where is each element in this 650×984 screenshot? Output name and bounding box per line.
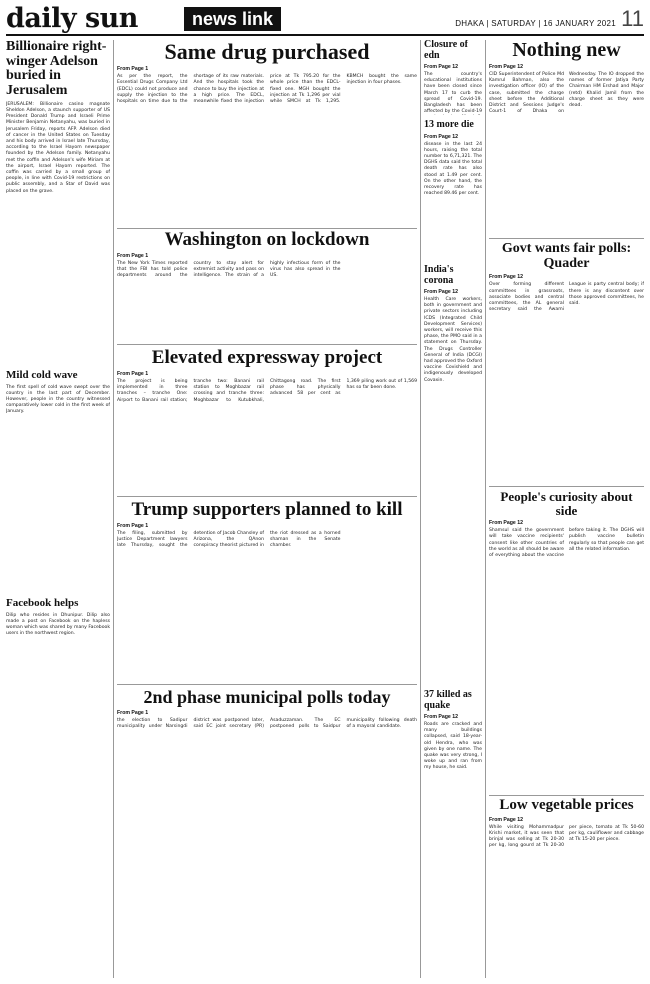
continued-from: From Page 1 <box>117 252 149 259</box>
headline: People's curiosity about side <box>500 490 633 518</box>
article-body: Dilip who resides in Dhunipur. Dilip also made a post on Facebook on the hapless woman which was shared by many Facebook users in the northwest region. <box>6 612 110 637</box>
continued-from: From Page 1 <box>117 522 149 529</box>
continued-from: From Page 12 <box>489 64 524 70</box>
continued-from: From Page 12 <box>424 289 459 295</box>
continued-from: From Page 12 <box>489 816 524 823</box>
headline: India's corona <box>424 265 454 286</box>
article-cold-wave <box>6 370 110 570</box>
masthead <box>6 4 644 36</box>
continued-from: From Page 1 <box>117 709 149 716</box>
article-billionaire <box>6 40 110 365</box>
article-body: Health Care workers, both in government and private sectors including ICDS (Integrated Child Development Services) workers, will receive this phase, the PMO said in a statement on Thursday. The Drugs Controller General of India (DCGI) had approved the Oxford vaccine Covishield and indigenously developed Covaxin. <box>424 297 482 383</box>
continued-from: From Page 12 <box>424 714 459 720</box>
article-india-corona <box>424 265 482 595</box>
article-body: While visiting Mohammadpur Krishi market, it was seen that brinjal was selling at Tk 20-30 per kg, long gourd at Tk 20-30 per piece, tomato at Tk 50-60 per kg, cauliflower and cabbage at Tk 15-20 per piece. <box>489 824 644 849</box>
continued-from: From Page 12 <box>424 133 459 140</box>
article-body: The project is being implemented in three tranches – tranche One: Airport to Banani rail station; tranche two: Banani rail station to Moghbazar rail crossing and tranche three: Moghbazar to Kutubkhali, Chittagong road. The first phase has physically advanced 58 per cent as 1,369 piling work out of 1,569 has so far been done. <box>117 378 417 403</box>
article-body: The filing, submitted by Justice Department lawyers late Thursday, sought the detention of Jacob Chansley of Arizona, the QAnon conspiracy theorist pictured in the riot dressed as a horned shaman in the Senate chamber. <box>117 530 341 549</box>
headline: Washington on lockdown <box>164 230 370 250</box>
article-body: The country's educational institutions have been closed since March 17 to curb the spread of Covid-19. Bangladesh has been affected by the Covid-19 <box>424 72 482 115</box>
article-body: disease in the last 24 hours, raising the total number to 6,71,321. The DGHS data said the total death rate has also stood at 1.49 per cent. On the other hand, the recovery rate has reached 89.46 per cent. <box>424 141 482 197</box>
headline: Billionaire right-winger Adelson buried in Jerusalem <box>6 40 107 99</box>
article-body: The first spell of cold wave swept over the country in the last part of December. However, people in the country witnessed comparatively lower cold in the first week of January. <box>6 384 110 415</box>
dateline: DHAKA | SATURDAY | 16 JANUARY 2021 <box>455 19 616 28</box>
continued-from: From Page 12 <box>489 520 524 527</box>
headline: Same drug purchased <box>164 40 370 64</box>
article-trump-supporters <box>117 500 417 680</box>
headline: Mild cold wave <box>6 370 78 381</box>
article-body: JERUSALEM: Billionaire casino magnate Sheldon Adelson, a staunch supporter of US President Donald Trump and Israeli Prime Minister Benjamin Netanyahu, was buried in Jerusalem Friday, reports AFP. Adelson died of cancer in the United States on Tuesday and his body arrived in Israel late Thursday, according to the Israel Hayom newspaper founded by the Adelson family. Netanyahu met the coffin and Adelson's wife Miriam at the airport, Israel Hayom reported. The coffin was carried by a small group of people, in line with Covid-19 restrictions on public assembly, and a Star of David was placed on the grave. <box>6 101 110 194</box>
headline: Govt wants fair polls: Quader <box>501 242 632 271</box>
article-13-more-die <box>424 120 482 260</box>
article-facebook-helps <box>6 598 110 978</box>
article-body: As per the report, the Essential Drugs Company Ltd (EDCL) could not produce and supply the injection to the hospitals on time due to the shortage of its raw materials. And the hospitals took the chance to buy the injection at a high price. The EDCL, meanwhile fixed the injection price at Tk 795.20 for the whole price than the EDCL-fixed one. MGH bought the injection at Tk 1,296 per vial while SMCH at Tk 1,295. KBMCH bought the same injection in four phases. <box>117 74 417 104</box>
article-quake <box>424 690 482 978</box>
continued-from: From Page 1 <box>117 66 149 73</box>
article-curiosity <box>489 490 644 790</box>
article-body: the election to Sadipur municipality under Narsingdi district was postponed later, said EC joint secretary (PR) Asaduzzaman. The EC postponed polls to Saidpur municipality following death of a mayoral candidate. <box>117 717 417 730</box>
article-body: CID Superintendent of Police Md Kamrul Bahman, also the investigation officer (IO) of the case, submitted the charge sheet before the Additional District and Sessions Judge's Court-1 of Dhaka on Wednesday. The IO dropped the names of former Jatiya Party Chairman HM Ershad and Major (retd) Khalid Jamil from the charge sheet as they were dead. <box>489 72 644 115</box>
headline: Closure of edn <box>424 40 468 61</box>
newspaper-logo: daily sun <box>6 3 138 34</box>
article-govt-fair-polls <box>489 242 644 482</box>
article-municipal-polls <box>117 688 417 978</box>
article-washington <box>117 230 417 342</box>
article-low-vegetable <box>489 798 644 978</box>
article-nothing-new <box>489 40 644 235</box>
article-expressway <box>117 348 417 496</box>
page-number: 11 <box>621 6 644 31</box>
continued-from: From Page 12 <box>424 64 459 70</box>
headline: 13 more die <box>424 120 474 130</box>
continued-from: From Page 1 <box>117 370 149 377</box>
section-tag: news link <box>184 7 281 31</box>
headline: Low vegetable prices <box>499 798 634 813</box>
headline: Trump supporters planned to kill <box>131 500 403 520</box>
headline: 37 killed as quake <box>424 690 472 711</box>
headline: Elevated expressway project <box>151 348 383 368</box>
headline: 2nd phase municipal polls today <box>143 688 391 707</box>
headline: Facebook helps <box>6 598 79 609</box>
headline: Nothing new <box>512 40 621 61</box>
article-body: Shamsul said the government will take vaccine recipients' consent like other countries of the world as all should be aware of everything about the vaccine before taking it. The DGHS will publish vaccine bulletin regularly so that people can get all the related information. <box>489 528 644 559</box>
article-same-drug <box>117 40 417 225</box>
article-body: Roads are cracked and many buildings collapsed, said 18-year-old Hendra, who was given by one name. The quake was very strong, I woke up and ran from my house, he said. <box>424 722 482 771</box>
continued-from: From Page 12 <box>489 274 524 281</box>
article-closure <box>424 40 482 115</box>
article-body: Over forming different committees in grassroots, associate bodies and central committees, the AL general secretary said the Awami League is party central body; if there is any discontent over those approved committees, he said. <box>489 282 644 313</box>
article-body: The New York Times reported that the FBI has told police departments around the country to stay alert for extremist activity and pass on intelligence. The strain of a highly infectious form of the virus has also spread in the US. <box>117 260 341 279</box>
